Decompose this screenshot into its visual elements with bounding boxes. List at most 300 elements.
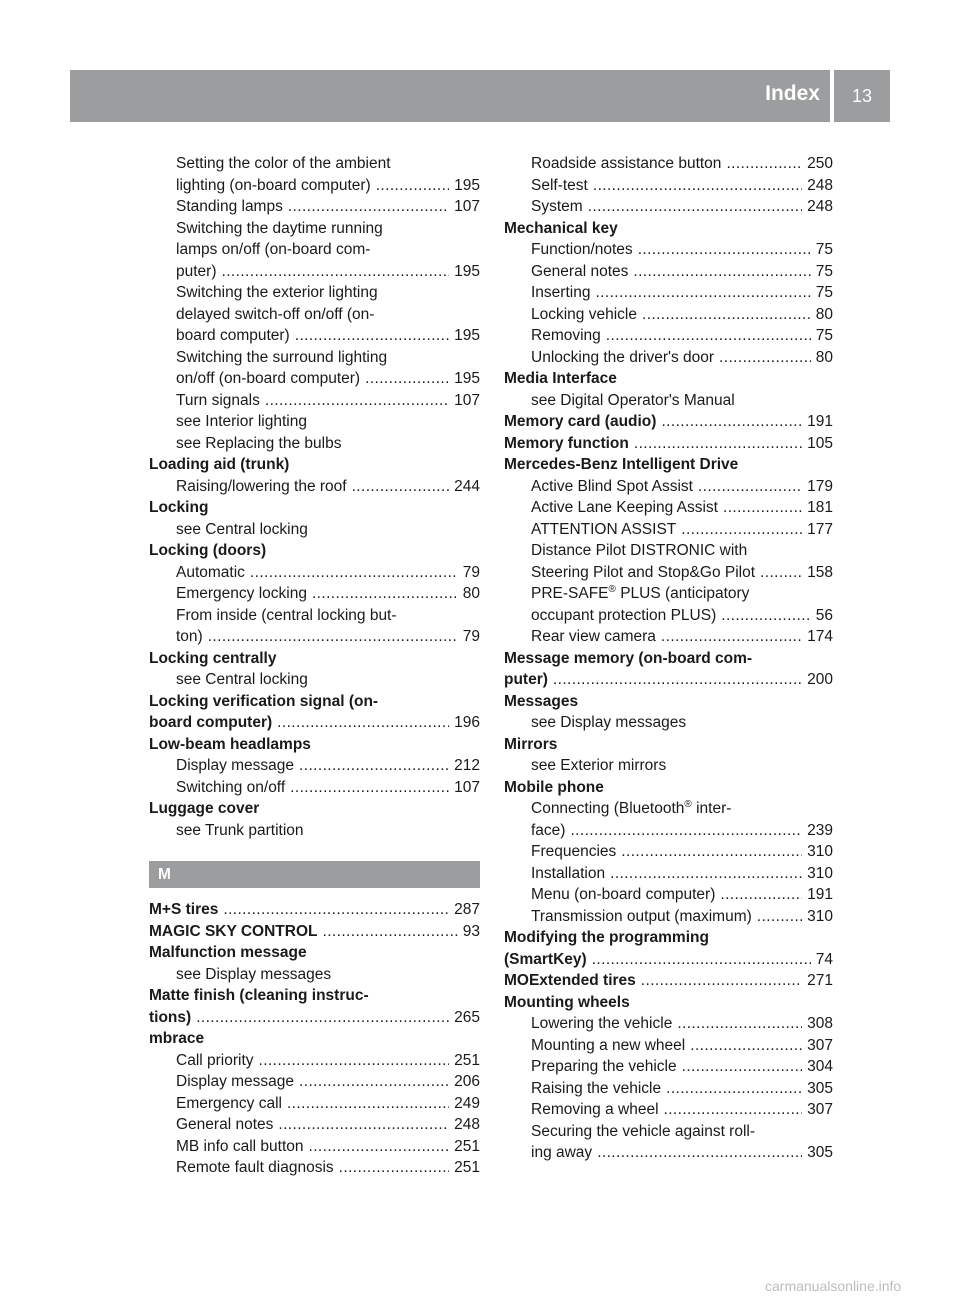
index-subentry-text [149,347,480,369]
leader-dots [721,605,811,627]
index-heading [504,992,833,1014]
index-subentry-text [149,239,480,261]
leader-dots [621,841,802,863]
entry-label: Transmission output (maximum) [531,907,752,925]
entry-label: Locking verification signal (on- [149,692,379,710]
entry-label: see Digital Operator's Manual [531,391,735,409]
index-heading [504,454,833,476]
page-reference[interactable]: 195 [454,262,480,280]
index-subentry[interactable] [504,1056,833,1078]
page-reference[interactable]: 304 [807,1058,833,1075]
leader-dots [610,863,802,885]
leader-dots [588,196,802,218]
entry-label: see Display messages [531,714,687,731]
index-heading [504,927,833,949]
entry-label: PRE-SAFE® PLUS (anticipatory [531,583,750,602]
page-reference[interactable]: 310 [807,864,833,882]
leader-dots [682,1056,803,1078]
entry-label: Standing lamps [176,198,283,215]
page-reference[interactable]: 174 [807,628,833,645]
index-subentry[interactable] [149,1157,480,1179]
index-subentry-text [149,153,480,175]
entry-label: System [531,198,583,215]
index-subentry[interactable] [149,777,480,799]
registered-mark: ® [608,583,616,595]
leader-dots [290,777,449,799]
leader-dots [287,1093,449,1115]
page-reference[interactable]: 107 [454,391,480,409]
entry-label: Steering Pilot and Stop&Go Pilot [531,563,756,581]
index-subentry[interactable] [149,1050,480,1072]
index-column-right [504,153,833,1164]
entry-label: Switching the exterior lighting [176,284,378,301]
index-subentry-text [149,304,480,326]
page-reference[interactable]: 158 [807,563,833,581]
index-subentry[interactable] [504,1013,833,1035]
index-subentry[interactable] [149,1093,480,1115]
leader-dots [661,411,802,433]
entry-label: General notes [176,1116,274,1133]
watermark: carmanualsonline.info [765,1278,902,1294]
entry-label: Display message [176,1073,295,1090]
index-subentry[interactable] [504,239,833,261]
page-reference[interactable]: 179 [807,477,833,495]
page-reference[interactable]: 75 [815,327,833,344]
page-reference[interactable]: 195 [454,176,480,194]
page-reference[interactable]: 239 [807,821,833,839]
page-reference[interactable]: 74 [815,950,833,968]
header-bar [70,70,830,122]
entry-label: delayed switch-off on/off (on- [176,305,375,323]
index-subentry[interactable] [504,261,833,283]
page-reference[interactable]: 248 [807,198,833,215]
leader-dots [299,1071,449,1093]
page-reference[interactable]: 75 [815,284,833,301]
page-reference[interactable]: 212 [454,757,480,774]
index-subentry[interactable] [504,304,833,326]
page-reference[interactable]: 307 [807,1101,833,1118]
index-subentry[interactable] [504,196,833,218]
page-reference[interactable]: 310 [807,843,833,860]
index-heading-entry[interactable] [149,1007,480,1029]
leader-dots [677,1013,802,1035]
leader-dots [208,626,458,648]
entry-label: Message memory (on-board com- [504,649,753,667]
entry-label: Turn signals [176,391,260,409]
entry-label: Rear view camera [531,628,656,645]
entry-label: Function/notes [531,241,633,258]
page-reference[interactable]: 107 [454,198,480,215]
index-subentry[interactable] [149,196,480,218]
index-subentry-text [504,583,833,605]
page-reference[interactable]: 310 [807,907,833,925]
leader-dots [365,368,449,390]
entry-label: face) [531,821,566,839]
page-reference[interactable]: 308 [807,1015,833,1032]
entry-label: lighting (on-board computer) [176,176,371,194]
index-subentry[interactable] [504,626,833,648]
page-reference[interactable]: 80 [462,585,480,602]
entry-label: Mechanical key [504,219,618,237]
leader-dots [661,626,802,648]
leader-dots [642,304,811,326]
entry-label: Mounting a new wheel [531,1036,686,1054]
entry-label: Raising/lowering the roof [176,477,347,495]
entry-label: tions) [149,1008,192,1026]
index-subentry-text [149,282,480,304]
leader-dots [295,325,449,347]
page-reference[interactable]: 248 [807,176,833,194]
entry-label: Switching the daytime running [176,219,383,237]
page-number-box [834,70,890,122]
page-reference[interactable]: 93 [462,922,480,940]
entry-label: (SmartKey) [504,950,587,968]
leader-dots [633,261,810,283]
entry-label: Distance Pilot DISTRONIC with [531,542,748,559]
entry-label: Emergency locking [176,585,307,602]
index-subentry[interactable] [504,562,833,584]
page-reference[interactable]: 250 [807,155,833,172]
page-reference[interactable]: 196 [454,714,480,731]
page-number: 13 [851,86,873,106]
index-heading [149,497,480,519]
entry-label: Mercedes-Benz Intelligent Drive [504,456,739,473]
index-heading-entry[interactable] [504,949,833,971]
entry-label: Display message [176,757,295,774]
index-subentry-text [149,964,480,986]
index-heading [149,648,480,670]
index-subentry[interactable] [504,906,833,928]
entry-label: Matte finish (cleaning instruc- [149,987,369,1004]
index-subentry[interactable] [149,1071,480,1093]
leader-dots [634,433,802,455]
page-reference[interactable]: 80 [815,348,833,366]
entry-label: Unlocking the driver's door [531,348,715,366]
index-subentry[interactable] [149,390,480,412]
entry-label: Preparing the vehicle [531,1058,677,1075]
entry-label: lamps on/off (on-board com- [176,241,371,258]
index-heading [504,368,833,390]
entry-label: see Display messages [176,965,332,983]
index-subentry[interactable] [504,1078,833,1100]
entry-label: board computer) [149,714,273,731]
entry-label: Locking [149,499,209,516]
page-reference[interactable]: 80 [815,305,833,323]
page-reference[interactable]: 251 [454,1051,480,1069]
index-subentry[interactable] [504,1035,833,1057]
leader-dots [277,712,449,734]
entry-label: see Central locking [176,671,308,688]
entry-label: Switching on/off [176,778,286,796]
entry-label: Securing the vehicle against roll- [531,1122,756,1140]
index-subentry-text [504,540,833,562]
index-subentry-text [149,669,480,691]
page-reference[interactable]: 105 [807,434,833,452]
entry-label: MOExtended tires [504,972,636,989]
entry-label: puter) [176,262,217,280]
index-subentry[interactable] [149,1114,480,1136]
leader-dots [553,669,802,691]
index-subentry[interactable] [504,282,833,304]
leader-dots [757,906,802,928]
page-reference[interactable]: 75 [815,262,833,280]
section-heading: M [149,861,480,888]
page-reference[interactable]: 249 [454,1094,480,1112]
page-reference[interactable]: 287 [454,901,480,918]
index-subentry[interactable] [149,1136,480,1158]
entry-label: Active Lane Keeping Assist [531,499,718,516]
leader-dots [223,899,449,921]
index-subentry[interactable] [504,497,833,519]
entry-label: see Interior lighting [176,413,307,430]
entry-label: Mounting wheels [504,993,630,1011]
index-heading-entry[interactable] [504,669,833,691]
page-reference[interactable]: 79 [462,563,480,581]
index-subentry[interactable] [504,605,833,627]
index-heading [149,454,480,476]
index-heading-entry[interactable] [149,921,480,943]
leader-dots [698,476,802,498]
index-subentry-text [504,798,833,820]
leader-dots [570,820,802,842]
index-subentry[interactable] [149,261,480,283]
leader-dots [222,261,450,283]
leader-dots [723,497,802,519]
index-subentry[interactable] [149,175,480,197]
entry-label: From inside (central locking but- [176,606,397,624]
entry-label: see Central locking [176,520,308,538]
leader-dots [606,325,811,347]
leader-dots [592,949,811,971]
entry-label: Mirrors [504,735,558,753]
page-reference[interactable]: 191 [807,886,833,903]
index-subentry[interactable] [504,347,833,369]
index-column-left [149,153,480,1179]
index-heading-entry[interactable] [504,970,833,992]
page-reference[interactable]: 271 [807,972,833,989]
entry-label: Inserting [531,284,591,301]
entry-label: Roadside assistance button [531,155,722,172]
page-reference[interactable]: 195 [454,370,480,387]
entry-label: Modifying the programming [504,929,709,946]
index-heading [149,1028,480,1050]
index-subentry-text [149,411,480,433]
page-reference[interactable]: 248 [454,1116,480,1133]
leader-dots [299,755,449,777]
entry-label: board computer) [176,327,290,344]
index-heading [504,218,833,240]
index-subentry[interactable] [504,863,833,885]
index-heading [504,777,833,799]
page-reference[interactable]: 251 [454,1137,480,1155]
index-subentry[interactable] [149,325,480,347]
entry-label: Media Interface [504,370,617,387]
page-reference[interactable]: 307 [807,1036,833,1054]
leader-dots [259,1050,450,1072]
leader-dots [681,519,802,541]
entry-label: Switching the surround lighting [176,348,388,366]
leader-dots [309,1136,450,1158]
index-heading [149,942,480,964]
leader-dots [638,239,811,261]
entry-label: Low-beam headlamps [149,735,311,753]
index-heading-entry[interactable] [149,712,480,734]
page-reference[interactable]: 265 [454,1008,480,1026]
page-reference[interactable]: 75 [815,241,833,258]
entry-label: MB info call button [176,1137,304,1155]
page-reference[interactable]: 191 [807,413,833,430]
leader-dots [666,1078,802,1100]
index-subentry[interactable] [504,841,833,863]
index-subentry-text [504,1121,833,1143]
entry-label: Locking vehicle [531,305,637,323]
page-reference[interactable]: 177 [807,520,833,538]
index-subentry[interactable] [504,519,833,541]
entry-label: occupant protection PLUS) [531,606,717,624]
page-reference[interactable]: 244 [454,477,480,495]
entry-label: Mobile phone [504,778,604,796]
index-subentry[interactable] [504,884,833,906]
index-heading [504,734,833,756]
leader-dots [312,583,458,605]
entry-label: Malfunction message [149,944,307,961]
entry-label: ATTENTION ASSIST [531,520,677,538]
leader-dots [641,970,802,992]
index-subentry[interactable] [504,820,833,842]
entry-label: Luggage cover [149,800,260,817]
page-reference[interactable]: 195 [454,327,480,344]
index-subentry[interactable] [504,476,833,498]
index-subentry[interactable] [504,153,833,175]
index-subentry[interactable] [504,175,833,197]
index-subentry[interactable] [149,368,480,390]
index-heading [149,985,480,1007]
leader-dots [595,282,810,304]
index-subentry-text [149,218,480,240]
leader-dots [726,153,802,175]
index-subentry[interactable] [504,1142,833,1164]
index-heading [504,691,833,713]
entry-label: M+S tires [149,901,219,918]
page-reference[interactable]: 181 [807,499,833,516]
entry-label: see Exterior mirrors [531,757,667,774]
entry-label: see Trunk partition [176,821,304,839]
page-reference[interactable]: 56 [815,606,833,624]
leader-dots [196,1007,449,1029]
registered-mark: ® [684,798,692,810]
index-subentry-text [504,712,833,734]
index-subentry-text [149,605,480,627]
index-subentry[interactable] [504,325,833,347]
entry-label: see Replacing the bulbs [176,434,342,452]
index-subentry-text [149,433,480,455]
entry-label: Setting the color of the ambient [176,155,391,172]
entry-label: Lowering the vehicle [531,1015,673,1032]
entry-label: Active Blind Spot Assist [531,477,693,495]
entry-label: Connecting (Bluetooth® inter- [531,798,732,817]
leader-dots [719,347,811,369]
index-heading [149,734,480,756]
leader-dots [760,562,802,584]
entry-label: mbrace [149,1030,205,1047]
entry-label: General notes [531,262,629,280]
index-subentry[interactable] [504,1099,833,1121]
leader-dots [690,1035,802,1057]
entry-label: Menu (on-board computer) [531,886,716,903]
index-heading [149,798,480,820]
page-reference[interactable]: 305 [807,1079,833,1097]
entry-label: on/off (on-board computer) [176,370,361,387]
entry-label: Loading aid (trunk) [149,456,290,473]
page-reference[interactable]: 206 [454,1073,480,1090]
entry-label: Locking centrally [149,649,277,667]
index-subentry[interactable] [149,755,480,777]
index-heading-entry[interactable] [149,899,480,921]
index-subentry[interactable] [149,562,480,584]
entry-label: Frequencies [531,843,617,860]
index-heading [504,648,833,670]
page-title: Index [765,82,820,105]
entry-label: Removing a wheel [531,1101,659,1118]
page-reference[interactable]: 79 [462,628,480,645]
entry-label: Memory function [504,434,629,452]
entry-label: ing away [531,1144,593,1161]
leader-dots [720,884,802,906]
leader-dots [278,1114,449,1136]
index-subentry[interactable] [149,583,480,605]
index-subentry-text [504,755,833,777]
index-subentry-text [149,820,480,842]
leader-dots [265,390,449,412]
entry-label: Memory card (audio) [504,413,657,430]
index-subentry[interactable] [149,626,480,648]
entry-label: Messages [504,692,579,710]
leader-dots [352,476,450,498]
entry-label: Removing [531,327,601,344]
entry-label: MAGIC SKY CONTROL [149,922,318,940]
entry-label: Emergency call [176,1094,282,1112]
leader-dots [339,1157,449,1179]
index-heading [149,540,480,562]
leader-dots [597,1142,802,1164]
index-heading-entry[interactable] [504,433,833,455]
page-reference[interactable]: 200 [807,671,833,688]
leader-dots [593,175,802,197]
entry-label: Remote fault diagnosis [176,1159,334,1176]
index-subentry[interactable] [149,476,480,498]
index-heading [149,691,480,713]
page-reference[interactable]: 107 [454,778,480,796]
index-subentry-text [149,519,480,541]
entry-label: puter) [504,671,548,688]
leader-dots [250,562,458,584]
entry-label: Installation [531,864,606,882]
page-reference[interactable]: 251 [454,1159,480,1176]
page-reference[interactable]: 305 [807,1144,833,1161]
leader-dots [376,175,449,197]
entry-label: Raising the vehicle [531,1079,662,1097]
entry-label: Locking (doors) [149,542,267,559]
entry-label: ton) [176,628,203,645]
index-subentry-text [504,390,833,412]
leader-dots [288,196,449,218]
leader-dots [323,921,458,943]
entry-label: Call priority [176,1051,254,1069]
entry-label: Self-test [531,176,588,194]
entry-label: Automatic [176,563,245,581]
leader-dots [664,1099,803,1121]
index-heading-entry[interactable] [504,411,833,433]
